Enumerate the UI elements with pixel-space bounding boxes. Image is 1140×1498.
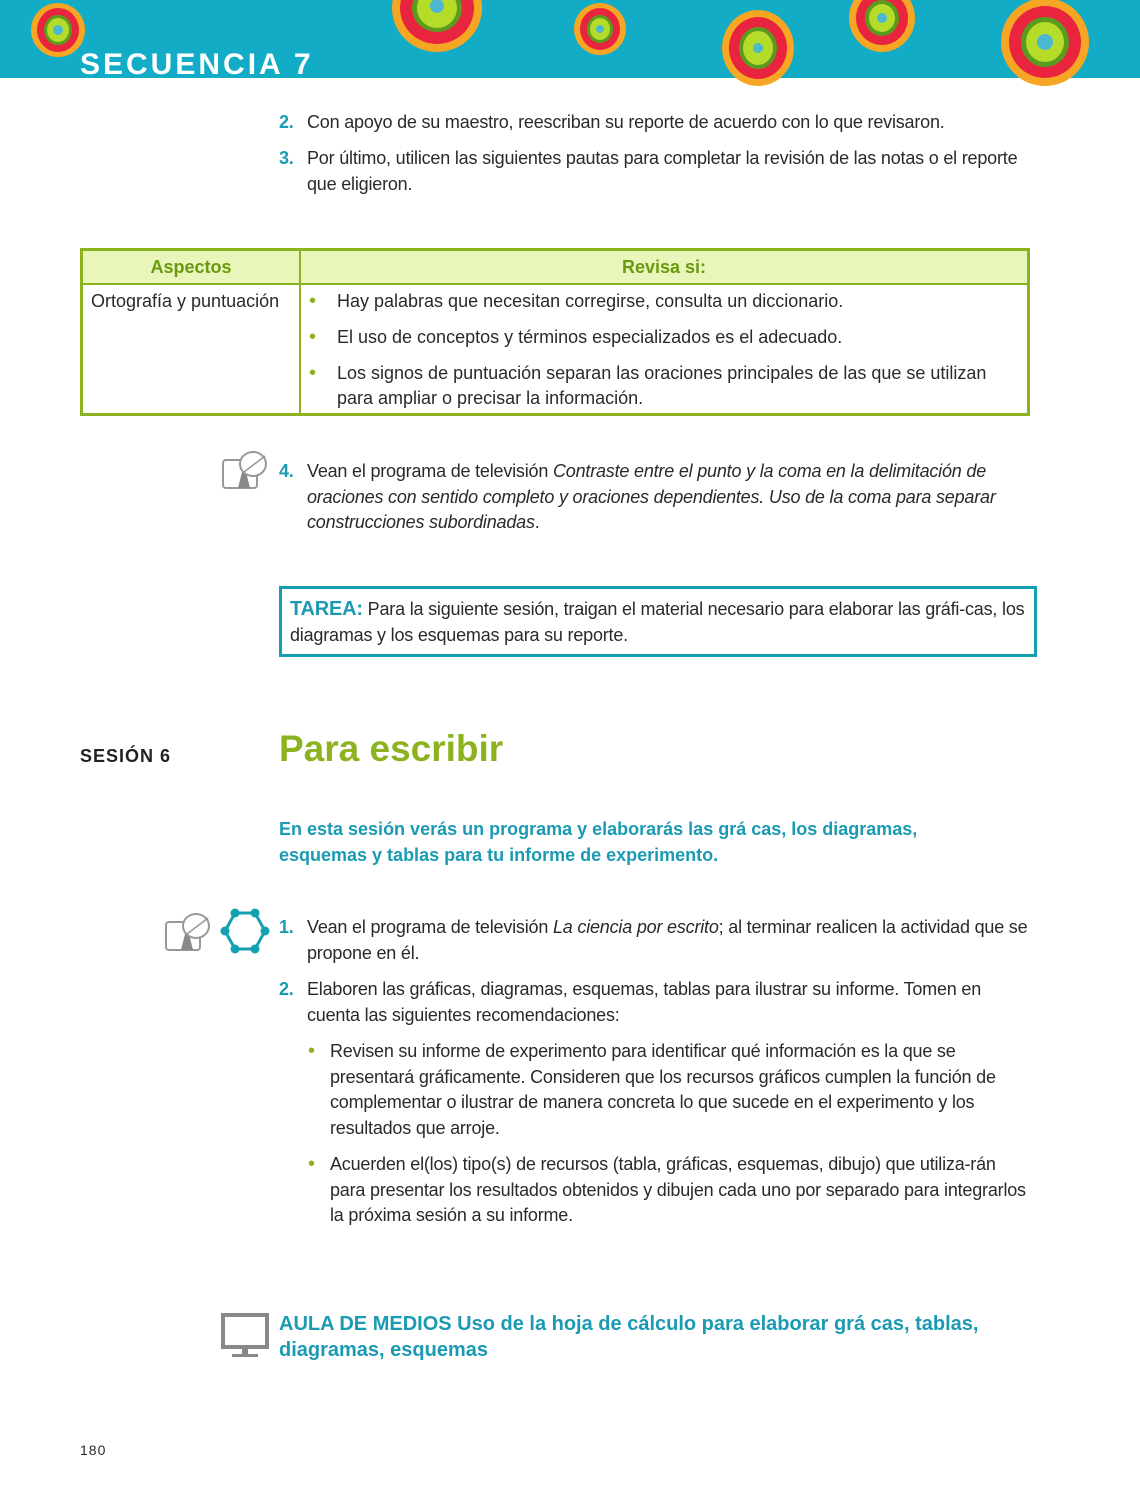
header-revisa: Revisa si: — [300, 250, 1029, 285]
check-item: • El uso de conceptos y términos especializados es el adecuado. — [309, 326, 843, 348]
check-item: • Los signos de puntuación separan las oraciones principales de las que se utilizan para ampliar o precisar la información. — [309, 362, 987, 408]
session-step-2: 2. Elaboren las gráficas, diagramas, esquemas, tablas para ilustrar su informe. Tomen en cuenta las siguientes recomendaciones: — [279, 979, 982, 1025]
target-circle-icon — [392, 0, 482, 52]
bullet-icon: • — [308, 1153, 315, 1175]
step-2: 2. Con apoyo de su maestro, reescriban su reporte de acuerdo con lo que revisaron. — [279, 112, 945, 132]
target-circle-icon — [31, 3, 85, 57]
bullet-icon: • — [308, 1040, 315, 1062]
tv-satellite-icon — [220, 450, 270, 492]
page-number: 180 — [80, 1442, 107, 1458]
computer-monitor-icon — [220, 1312, 270, 1360]
bullet-icon: • — [309, 326, 317, 348]
check-cell — [300, 284, 1029, 415]
homework-box: TAREA: Para la siguiente sesión, traigan el material necesario para elaborar las gráfi-cas, los diagramas y los esquemas para su reporte. — [279, 586, 1037, 657]
media-classroom-note: AULA DE MEDIOS Uso de la hoja de cálculo para elaborar grá cas, tablas, diagramas, esquemas — [279, 1313, 979, 1361]
interactive-network-icon — [220, 908, 270, 954]
session-label: SESIÓN 6 — [80, 746, 172, 766]
aspect-cell: Ortografía y puntuación — [82, 284, 301, 415]
target-circle-icon — [1001, 0, 1089, 86]
header-band — [0, 0, 1140, 81]
revision-table — [80, 248, 1030, 416]
tv-satellite-icon — [163, 912, 213, 954]
section-title: Para escribir — [279, 728, 504, 769]
target-circle-icon — [574, 3, 626, 55]
step-3: 3. Por último, utilicen las siguientes pautas para completar la revisión de las notas o el reporte que eligieron. — [279, 148, 1018, 194]
bullet-icon: • — [309, 290, 317, 312]
header-aspectos: Aspectos — [82, 250, 301, 285]
session-step-1: 1. Vean el programa de televisión La ciencia por escrito; al terminar realicen la actividad que se propone en él. — [279, 917, 1028, 963]
recommendation-item: • Revisen su informe de experimento para identificar qué información es la que se presentará gráficamente. Consideren que los recursos gráficos cumplen la función de complementar o ilustrar de manera concreta lo que sucede en el experimento y los resultados que arroje. — [308, 1040, 996, 1138]
recommendation-item: • Acuerden el(los) tipo(s) de recursos (tabla, gráficas, esquemas, dibujo) que utiliza-rán para presentar los resultados obtenidos y dibujen cada uno por separado para integrarlos la próxima sesión a su informe. — [308, 1153, 1026, 1225]
session-intro: En esta sesión verás un programa y elaborarás las grá cas, los diagramas, esquemas y tablas para tu informe de experimento. — [279, 819, 918, 865]
target-circle-icon — [722, 10, 794, 86]
target-circle-icon — [849, 0, 915, 52]
step-4: 4. Vean el programa de televisión Contraste entre el punto y la coma en la delimitación de oraciones con sentido completo y oraciones dependientes. Uso de la coma para separar construcciones subordinadas. — [279, 461, 996, 532]
bullet-icon: • — [309, 362, 317, 384]
homework-label: TAREA: — [290, 598, 363, 620]
check-item: • Hay palabras que necesitan corregirse, consulta un diccionario. — [309, 290, 844, 312]
sequence-title: SECUENCIA 7 — [80, 48, 314, 81]
